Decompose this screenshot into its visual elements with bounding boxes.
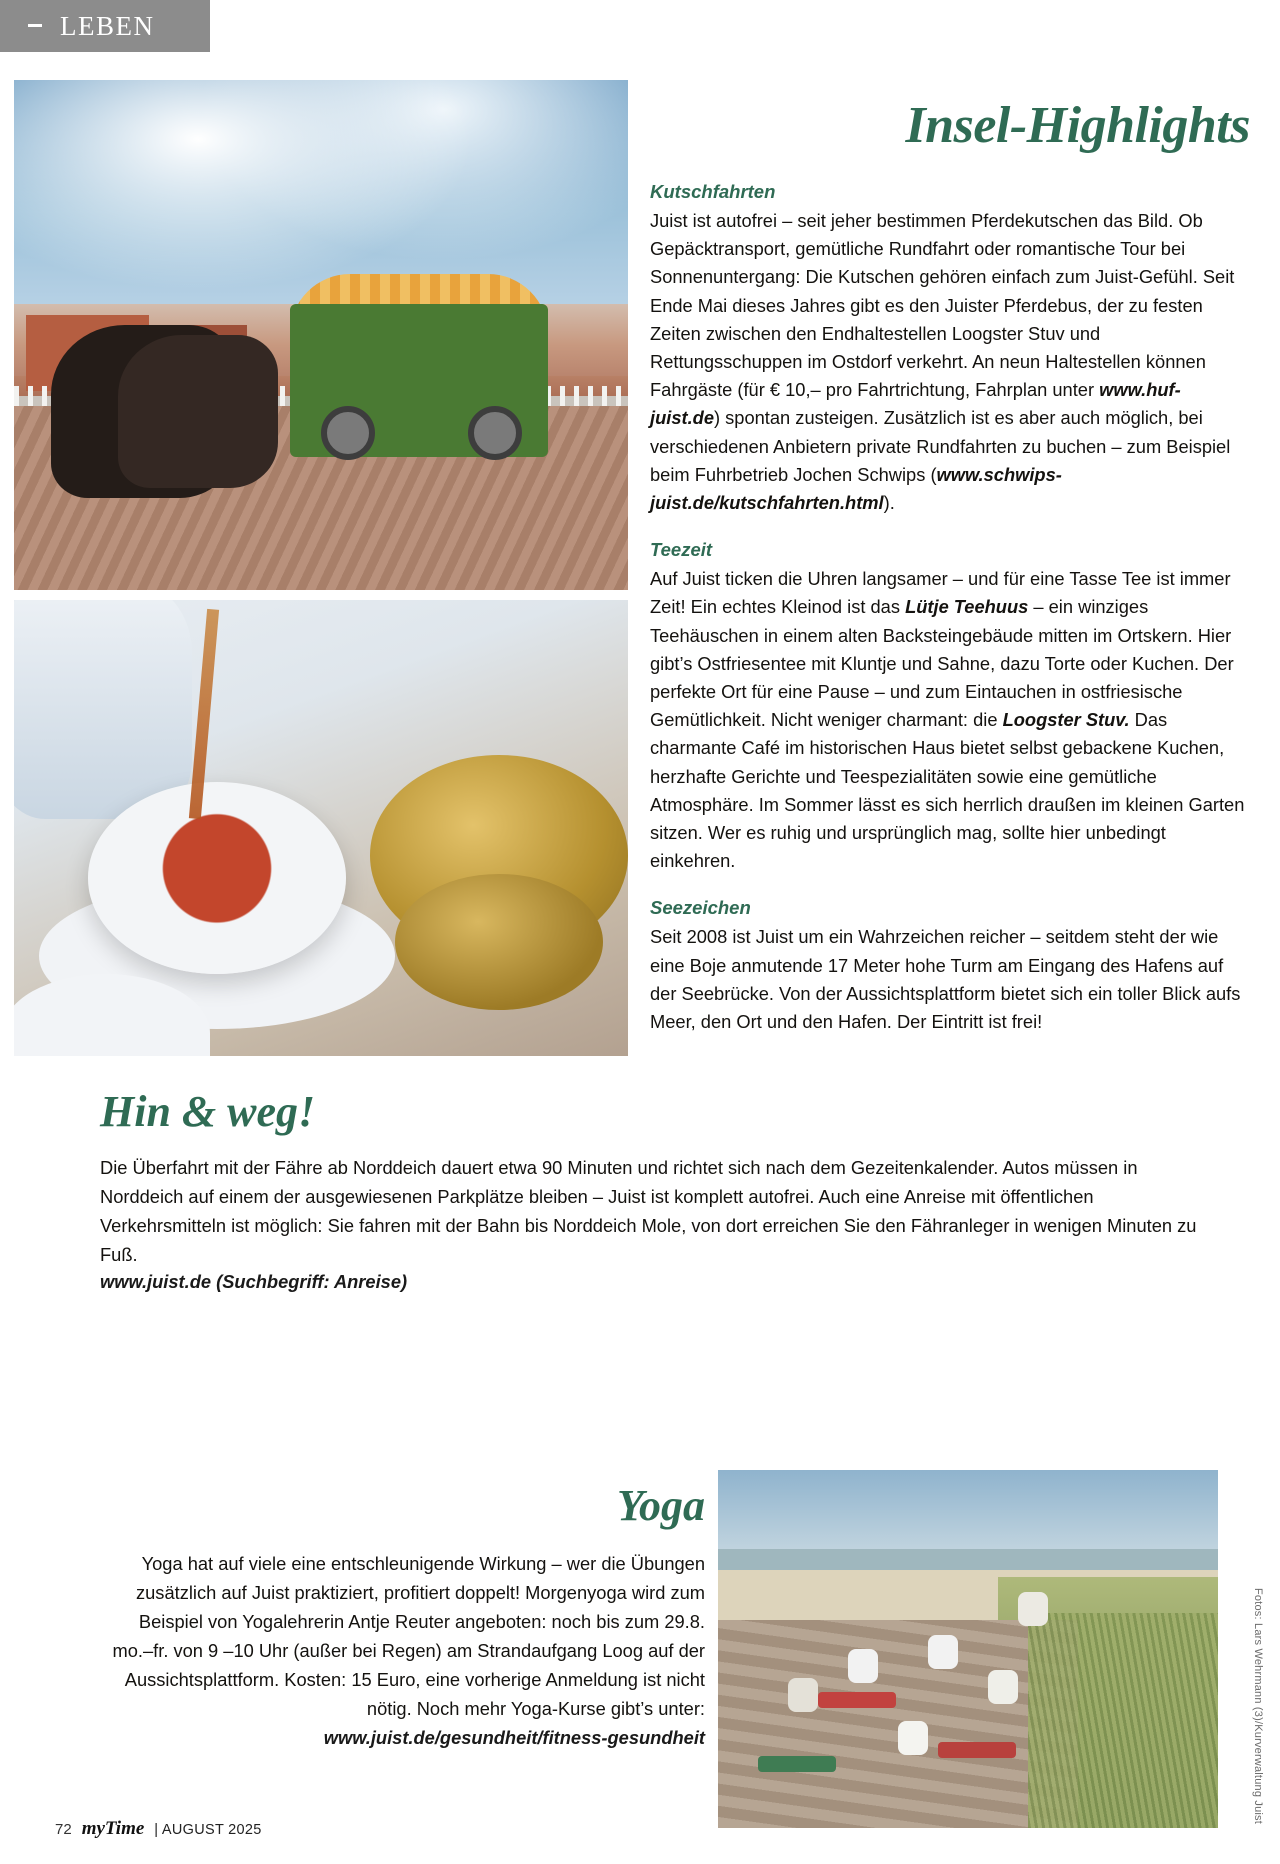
photo-teacup [88,782,346,974]
subheading-teezeit: Teezeit [650,539,713,561]
photo-porcelain-jug [14,600,192,819]
teezeit-text-1: Auf Juist ticken die Uhren langsamer – und für eine Tasse Tee ist immer Zeit! Ein echtes Kleinod ist das [650,568,1231,618]
teezeit-text-3: Das charmante Café im historischen Haus bietet selbst gebackene Kuchen, herzhafte Gerichte und Teespezialitäten sowie eine gemütliche Atmosphäre. Im Sommer lässt es sich herrlich draußen im kleinen Garten sitzen. Wer es ruhig und ursprünglich mag, sollte hier unbedingt einkehren. [650,709,1245,872]
paragraph-seezeichen: Seit 2008 ist Juist um ein Wahrzeichen reicher – seitdem steht der wie eine Boje anmutende 17 Meter hohe Turm am Eingang des Hafens auf der Seebrücke. Von der Aussichtsplattform bietet sich ein toller Blick aufs Meer, den Ort und den Hafen. Der Eintritt ist frei! [650,926,1241,1033]
photo-brass-dish [395,874,604,1011]
main-article-column [650,96,1250,1058]
yoga-title: Yoga [617,1481,705,1530]
section-header-label: LEBEN [60,10,155,41]
photo-horse-two [118,335,278,488]
page-title: Insel-Highlights [905,97,1250,154]
hinweg-paragraph: Die Überfahrt mit der Fähre ab Norddeich dauert etwa 90 Minuten und richtet sich nach dem Gezeitenkalender. Autos müssen in Norddeich auf einem der ausgewiesenen Parkplätze bleiben – Juist ist komplett autofrei. Auch eine Anreise mit öffentlichen Verkehrsmitteln ist möglich: Sie fahren mit der Bahn bis Norddeich Mole, von dort erreichen Sie den Fähranleger in wenigen Minuten zu Fuß. [100,1157,1197,1265]
photo-yoga-participant-4 [988,1670,1018,1704]
photo-yoga-participant-5 [898,1721,928,1755]
teezeit-emphasis-2: Loogster Stuv. [1002,709,1130,731]
yoga-link[interactable]: www.juist.de/gesundheit/fitness-gesundheit [323,1727,705,1748]
photo-yoga-participant-6 [1018,1592,1048,1626]
kutschfahrten-text-3: ). [883,492,895,514]
photo-yoga-class [718,1470,1218,1828]
photo-tea-cup [14,600,628,1056]
photo-credit: Fotos: Lars Wehrmann (3)/Kurverwaltung Juist [1252,1587,1264,1824]
paragraph-teezeit [650,565,1250,875]
section-yoga [110,1480,705,1749]
teezeit-emphasis-1: Lütje Teehuus [905,596,1029,618]
page-footer [55,1818,262,1840]
kutschfahrten-link-1[interactable]: www.huf-juist.de [650,379,1181,429]
section-hin-und-weg [100,1086,1210,1293]
kutschfahrten-text-2: ) spontan zusteigen. Zusätzlich ist es aber auch möglich, bei verschiedenen Anbietern private Rundfahrten zu buchen – zum Beispiel beim Fuhrbetrieb Jochen Schwips ( [650,407,1231,485]
issue-date: | AUGUST 2025 [154,1822,262,1838]
photo-carriage-wheel-front [321,406,375,460]
photo-yoga-participant-1 [848,1649,878,1683]
kutschfahrten-text-1: Juist ist autofrei – seit jeher bestimmen Pferdekutschen das Bild. Ob Gepäcktransport, gemütliche Rundfahrt oder romantische Tour bei Sonnenuntergang: Die Kutschen gehören einfach zum Juist-Gefühl. Seit Ende Mai dieses Jahres gibt es den Juister Pferdebus, der zu festen Zeiten zwischen den Endhaltestellen Loogster Stuv und Rettungsschuppen im Ostdorf verkehrt. An neun Haltestellen können Fahrgäste (für € 10,– pro Fahrtrichtung, Fahrplan unter [650,210,1235,401]
photo-yoga-sky [718,1470,1218,1556]
photo-yoga-participant-3 [788,1678,818,1712]
photo-yoga-mat-red [818,1692,896,1708]
kutschfahrten-link-2[interactable]: www.schwips-juist.de/kutschfahrten.html [650,463,1062,514]
photo-yoga-participant-2 [928,1635,958,1669]
photo-yoga-mat-green [758,1756,836,1772]
subheading-seezeichen: Seezeichen [650,897,751,919]
subheading-kutschfahrten: Kutschfahrten [650,181,776,202]
photo-horse-carriage [14,80,628,590]
header-dash-icon [28,24,42,27]
yoga-paragraph: Yoga hat auf viele eine entschleunigende Wirkung – wer die Übungen zusätzlich auf Juist praktiziert, profitiert doppelt! Morgenyoga wird zum Beispiel von Yogalehrerin Antje Reuter angeboten: noch bis zum 29.8. mo.–fr. von 9 –10 Uhr (außer bei Regen) am Strandaufgang Loog auf der Aussichtsplattform. Kosten: 15 Euro, eine vorherige Anmeldung ist nicht nötig. Noch mehr Yoga-Kurse gibt’s unter: [112,1553,705,1719]
photo-yoga-mat-red-2 [938,1742,1016,1758]
teezeit-text-2: – ein winziges Teehäuschen in einem alten Backsteingebäude mitten im Ortskern. Hier gibt’s Ostfriesentee mit Kluntje und Sahne, dazu Torte oder Kuchen. Der perfekte Ort für eine Pause – und zum Eintauchen in ostfriesische Gemütlichkeit. Nicht weniger charmant: die [650,596,1234,731]
magazine-brand: myTime [81,1818,145,1839]
paragraph-kutschfahrten [650,207,1250,517]
photo-yoga-grass [1028,1613,1218,1828]
hinweg-link[interactable]: www.juist.de (Suchbegriff: Anreise) [100,1271,408,1292]
hinweg-title: Hin & weg! [100,1087,316,1136]
page-number: 72 [55,1821,72,1838]
